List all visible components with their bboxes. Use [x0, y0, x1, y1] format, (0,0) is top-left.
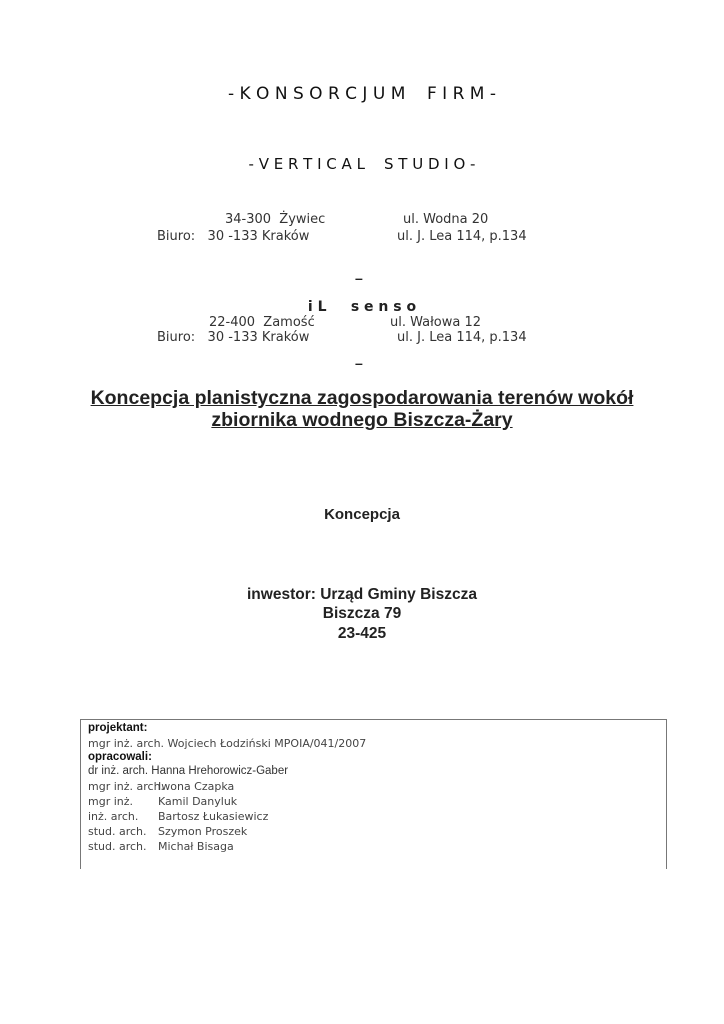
konsorcjum-header: - K O N S O R C J U M F I R M - — [227, 84, 497, 104]
ilsenso-city: 22-400 Zamość — [209, 315, 315, 330]
ilsenso-street: ul. Wałowa 12 — [390, 315, 482, 330]
ilsenso-office-street: ul. J. Lea 114, p.134 — [397, 330, 527, 345]
team-name: Iwona Czapka — [158, 780, 235, 793]
team-name: Michał Bisaga — [158, 840, 234, 853]
investor-postal-code: 23-425 — [337, 625, 387, 642]
team-role: stud. arch. — [88, 840, 147, 853]
projektant-label: projektant: — [88, 722, 148, 734]
projektant-name: mgr inż. arch. Wojciech Łodziński MPOIA/041/2007 — [88, 737, 367, 750]
opracowali-label: opracowali: — [88, 751, 152, 763]
team-role: stud. arch. — [88, 825, 147, 838]
team-member — [88, 840, 234, 853]
investor-address: Biszcza 79 — [322, 605, 402, 622]
team-role: mgr inż. arch. — [88, 780, 165, 793]
team-member — [88, 810, 268, 823]
ilsenso-office-city: Biuro: 30 -133 Kraków — [157, 330, 310, 345]
credits-box — [80, 719, 667, 869]
team-member — [88, 825, 247, 838]
team-member — [88, 795, 237, 808]
team-role: inż. arch. — [88, 810, 139, 823]
document-type: Koncepcja — [324, 506, 400, 523]
team-role: mgr inż. — [88, 795, 134, 808]
vertical-city: 34-300 Żywiec — [225, 212, 326, 227]
team-name: Bartosz Łukasiewicz — [158, 810, 269, 823]
vertical-office-street: ul. J. Lea 114, p.134 — [397, 229, 527, 244]
vertical-studio-header: - V E R T I C A L S T U D I O - — [248, 155, 476, 173]
ilsenso-header: i L s e n s o — [307, 299, 417, 315]
separator-dash: – — [355, 270, 363, 286]
investor-name: inwestor: Urząd Gminy Biszcza — [247, 586, 477, 603]
team-name: Szymon Proszek — [158, 825, 248, 838]
vertical-street: ul. Wodna 20 — [403, 212, 489, 227]
team-name: Kamil Danyluk — [158, 795, 238, 808]
team-member — [88, 780, 234, 793]
separator-dash-2: – — [355, 355, 363, 371]
lead-author: dr inż. arch. Hanna Hrehorowicz-Gaber — [88, 765, 289, 777]
document-title: Koncepcja planistyczna zagospodarowania terenów wokół zbiornika wodnego Biszcza-Żary — [90, 387, 634, 431]
vertical-office-city: Biuro: 30 -133 Kraków — [157, 229, 310, 244]
